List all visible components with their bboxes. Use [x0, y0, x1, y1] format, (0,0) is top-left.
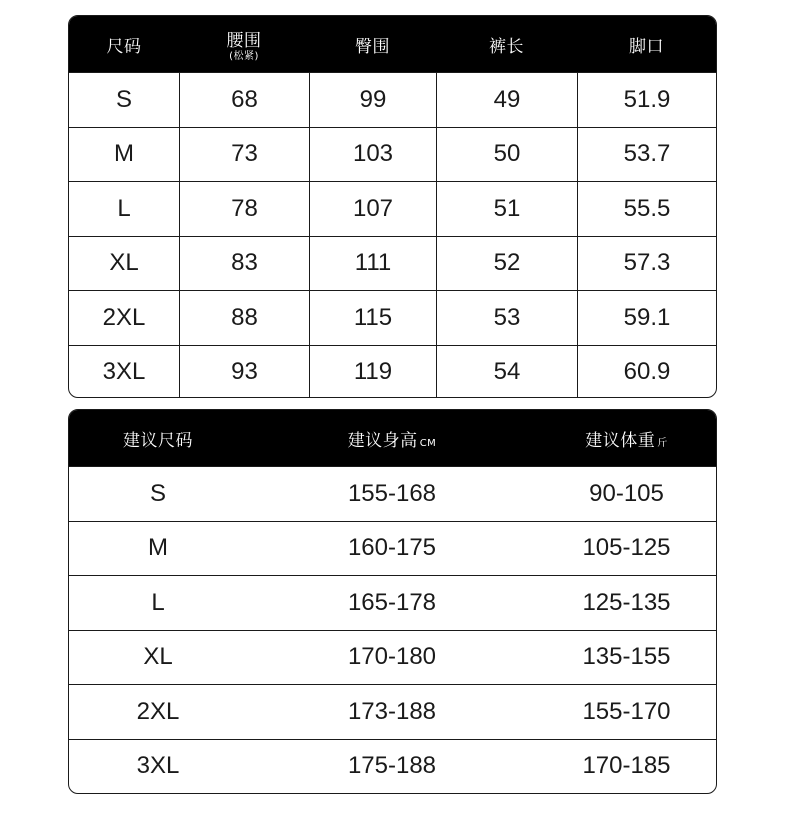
table-cell: 170-180	[347, 643, 437, 671]
table-cell: L	[117, 194, 131, 222]
table-cell: L	[151, 588, 165, 616]
table-cell: 50	[436, 128, 577, 182]
table-row	[69, 72, 716, 127]
table-cell: 175-188	[347, 752, 437, 780]
size-table-header	[69, 16, 716, 72]
table-cell: 60.9	[577, 346, 716, 399]
table-cell: 59.1	[577, 291, 716, 345]
header-hip	[309, 16, 436, 72]
table-cell: 53.7	[577, 128, 716, 182]
table-cell: 125-135	[582, 588, 671, 616]
table-cell: 103	[309, 128, 436, 182]
recommend-table	[68, 409, 717, 794]
header-label: 裤长	[489, 36, 524, 57]
table-cell: 119	[309, 346, 436, 399]
table-cell: 165-178	[347, 588, 437, 616]
header-hem	[577, 16, 716, 72]
table-cell: 155-170	[582, 697, 671, 725]
table-cell: 3XL	[102, 358, 146, 386]
table-cell: 54	[436, 346, 577, 399]
header-length	[436, 16, 577, 72]
header-label: 建议体重	[585, 430, 656, 451]
table-cell: 160-175	[347, 534, 437, 562]
header-rec-height	[247, 410, 537, 466]
table-cell: 115	[309, 291, 436, 345]
table-cell: 57.3	[577, 237, 716, 291]
header-waist	[179, 16, 309, 72]
table-cell: 52	[436, 237, 577, 291]
header-label: 建议尺码	[123, 430, 193, 451]
table-row	[69, 739, 716, 794]
header-label: 脚口	[629, 36, 664, 57]
table-cell: 51.9	[577, 73, 716, 127]
table-cell: XL	[109, 249, 139, 277]
table-cell: 107	[309, 182, 436, 236]
table-row	[69, 466, 716, 521]
size-table	[68, 15, 717, 398]
table-row	[69, 575, 716, 630]
header-label: 建议身高	[347, 430, 418, 451]
table-cell: 83	[179, 237, 309, 291]
header-label: 臀围	[355, 36, 390, 57]
table-cell: 78	[179, 182, 309, 236]
table-cell: 73	[179, 128, 309, 182]
table-cell: 155-168	[347, 479, 437, 507]
table-cell: 173-188	[347, 697, 437, 725]
table-cell: 90-105	[589, 479, 664, 507]
table-cell: 93	[179, 346, 309, 399]
header-size	[69, 16, 179, 72]
table-cell: 105-125	[582, 534, 671, 562]
table-cell: 99	[309, 73, 436, 127]
table-cell: 51	[436, 182, 577, 236]
table-cell: 68	[179, 73, 309, 127]
table-cell: 2XL	[136, 697, 180, 725]
recommend-table-header	[69, 410, 716, 466]
table-row	[69, 684, 716, 739]
table-cell: 135-155	[582, 643, 671, 671]
table-row	[69, 521, 716, 576]
table-cell: M	[114, 140, 134, 168]
header-label: 尺码	[106, 36, 142, 57]
header-unit: 斤	[657, 437, 668, 449]
table-cell: 3XL	[136, 752, 180, 780]
table-cell: S	[115, 85, 132, 113]
table-row	[69, 127, 716, 182]
table-cell: 88	[179, 291, 309, 345]
header-rec-weight	[537, 410, 716, 466]
table-cell: XL	[143, 643, 173, 671]
header-rec-size	[69, 410, 247, 466]
table-cell: 55.5	[577, 182, 716, 236]
table-cell: 111	[309, 237, 436, 291]
table-cell: 53	[436, 291, 577, 345]
table-row	[69, 290, 716, 345]
table-row	[69, 181, 716, 236]
header-label: 腰围	[226, 31, 262, 51]
table-cell: 2XL	[102, 303, 146, 331]
table-row	[69, 630, 716, 685]
table-cell: 170-185	[582, 752, 671, 780]
table-cell: S	[149, 479, 166, 507]
header-sublabel: (松紧)	[229, 51, 259, 62]
table-cell: 49	[436, 73, 577, 127]
header-unit: CM	[419, 437, 437, 449]
table-cell: M	[148, 534, 168, 562]
table-row	[69, 345, 716, 399]
table-row	[69, 236, 716, 291]
